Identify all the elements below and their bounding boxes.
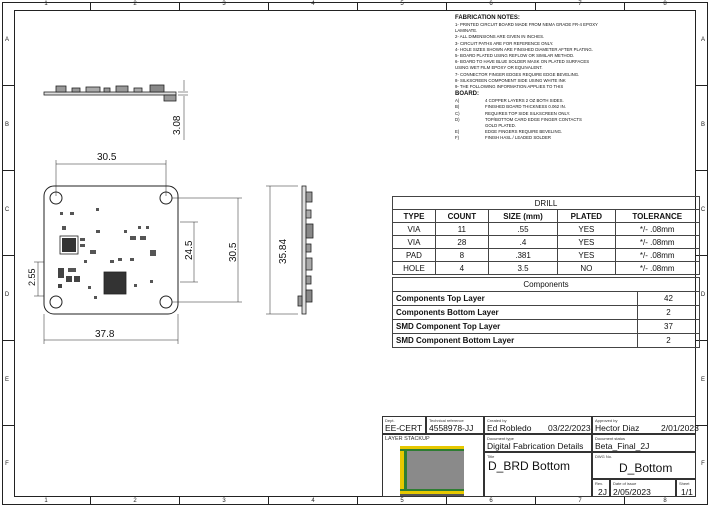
drill-header-type: TYPE <box>393 210 436 223</box>
zone-row-f: F <box>5 461 9 467</box>
board-note-letter: A) <box>455 98 460 104</box>
tb-dwgno-label: DWG No. <box>595 454 613 459</box>
zone-row-c: C <box>4 207 10 213</box>
dim-left-small: 2.55 <box>27 268 37 286</box>
components-value: 2 <box>638 306 700 320</box>
drill-header-count: COUNT <box>435 210 488 223</box>
drill-cell: */- .08mm <box>615 223 700 236</box>
tb-rev-label: Rev. <box>595 481 603 486</box>
tb-dept-value: EE-CERT <box>385 423 423 433</box>
zone-col-5-bottom: 5 <box>400 498 404 504</box>
note-line: 4- HOLE SIZES SHOWN ARE FINISHED DIAMETER AFTER PLATING. <box>455 46 593 52</box>
tb-doctype <box>484 434 592 452</box>
board-top-view <box>44 186 178 314</box>
drill-header-tolerance: TOLERANCE <box>615 210 700 223</box>
dim-width-top: 30.5 <box>97 152 117 163</box>
drill-cell: NO <box>558 262 615 275</box>
tb-docstatus <box>592 434 696 452</box>
zone-row-a: A <box>4 37 9 43</box>
board-notes-title: BOARD: <box>455 91 479 98</box>
tb-techref <box>426 416 484 434</box>
board-note-text: EDGE FINGERS REQUIRE BEVELING. <box>485 129 563 135</box>
tb-sheet-label: Sheet <box>679 481 690 486</box>
tb-approved-by: Hector Diaz <box>595 423 640 433</box>
dim-width-bottom: 37.8 <box>95 329 115 340</box>
tb-doctype-label: Document type <box>487 436 514 441</box>
zone-row-c-right: C <box>700 207 706 213</box>
zone-col-3: 3 <box>222 1 226 7</box>
drill-cell: VIA <box>393 236 436 249</box>
drill-table-caption: DRILL <box>393 197 700 210</box>
board-note-letter: E) <box>455 129 460 135</box>
drill-cell: 8 <box>435 249 488 262</box>
components-value: 42 <box>638 292 700 306</box>
drill-cell: .381 <box>488 249 557 262</box>
components-label: Components Bottom Layer <box>393 306 638 320</box>
table-row <box>393 320 700 334</box>
zone-row-d-right: D <box>700 292 706 298</box>
tb-created-by: Ed Robledo <box>487 423 532 433</box>
drill-cell: YES <box>558 249 615 262</box>
drill-cell: 11 <box>435 223 488 236</box>
tb-created-date: 03/22/2023 <box>548 423 591 433</box>
zone-col-2: 2 <box>133 1 137 7</box>
note-line: 6- BOARD TO HAVE BLUE SOLDER MASK ON PLATED SURFACES <box>455 59 590 65</box>
note-line: 9- THE FOLLOWING INFORMATION APPLIES TO THIS <box>455 84 564 90</box>
board-note-letter: C) <box>455 110 460 116</box>
note-line: 8- SILKSCREEN COMPONENT SIDE USING WHITE INK <box>455 77 566 83</box>
zone-row-b: B <box>4 122 9 128</box>
tb-approved-label: Approved by <box>595 418 618 423</box>
zone-col-5: 5 <box>400 1 404 7</box>
tb-dwgno <box>592 452 696 479</box>
board-note-text: REQUIRES TOP SIDE SILKSCREEN ONLY. <box>485 110 571 116</box>
zone-row-f-right: F <box>701 461 705 467</box>
dim-height-side: 3.08 <box>172 115 183 135</box>
drill-cell: PAD <box>393 249 436 262</box>
fabrication-notes <box>455 14 655 142</box>
note-line: 3- CIRCUIT PATHS ARE FOR REFERENCE ONLY. <box>455 40 554 46</box>
zone-col-8-bottom: 8 <box>663 498 667 504</box>
drill-cell: HOLE <box>393 262 436 275</box>
table-row <box>393 249 700 262</box>
tb-docstatus-value: Beta_Final_2J <box>595 441 650 451</box>
tb-dwgno-value: D_Bottom <box>619 461 673 475</box>
board-note-letter: B) <box>455 104 460 110</box>
note-line: 7- CONNECTOR FINGER EDGES REQUIRE EDGE BEVELING. <box>455 71 580 77</box>
drill-cell: */- .08mm <box>615 236 700 249</box>
zone-row-b-right: B <box>700 122 705 128</box>
board-edge-view-side <box>298 186 313 314</box>
fabrication-notes-title: FABRICATION NOTES: <box>455 15 520 21</box>
tb-title-value: D_BRD Bottom <box>488 459 571 473</box>
zone-col-3-bottom: 3 <box>222 498 226 504</box>
board-note-item <box>455 135 655 141</box>
note-line: LAMINATE. <box>455 28 478 34</box>
components-value: 37 <box>638 320 700 334</box>
drill-cell: YES <box>558 236 615 249</box>
tb-dept-label: Dept. <box>385 418 395 423</box>
board-note-letter: D) <box>455 116 460 122</box>
table-row <box>393 334 700 348</box>
drill-cell: 3.5 <box>488 262 557 275</box>
tb-techref-label: Technical reference <box>429 418 464 423</box>
tb-issue <box>610 479 676 497</box>
tb-doctype-value: Digital Fabrication Details <box>487 441 584 451</box>
dim-side-height: 35.84 <box>278 238 289 264</box>
drill-cell: 28 <box>435 236 488 249</box>
board-note-text: FINISHED BOARD THICKNESS 0.062 IN. <box>485 104 566 110</box>
board-note-text: FINISH HASL / LEADED SOLDER <box>485 135 551 141</box>
tb-rev <box>592 479 610 497</box>
drill-cell: 4 <box>435 262 488 275</box>
drill-cell: */- .08mm <box>615 262 700 275</box>
tb-issue-label: Date of issue <box>613 481 637 486</box>
tb-rev-value: 2J <box>598 487 607 497</box>
components-label: SMD Component Bottom Layer <box>393 334 638 348</box>
zone-col-8: 8 <box>663 1 667 7</box>
dim-inner-height: 24.5 <box>184 240 195 260</box>
tb-approved-date: 2/01/2023 <box>661 423 699 433</box>
tb-dept <box>382 416 426 434</box>
board-note-text: GOLD PLATED. <box>485 123 516 129</box>
components-value: 2 <box>638 334 700 348</box>
drill-cell: VIA <box>393 223 436 236</box>
drill-cell: .4 <box>488 236 557 249</box>
note-line: USING WET FILM EPOXY OR EQUIVALENT. <box>455 65 543 71</box>
tb-title-label: Title <box>487 454 495 459</box>
tb-sheet-value: 1/1 <box>681 487 693 497</box>
drill-cell: .55 <box>488 223 557 236</box>
drill-cell: YES <box>558 223 615 236</box>
components-table-caption: Components <box>393 278 700 292</box>
zone-col-6: 6 <box>489 1 493 7</box>
board-note-text: 4 COPPER LAYERS 2 OZ BOTH SIDES. <box>485 98 564 104</box>
tb-layer-stackup <box>382 434 484 497</box>
note-line: 5- BOARD PLATED USING REFLOW OR SIMILAR METHOD. <box>455 53 575 59</box>
drill-header-size: SIZE (mm) <box>488 210 557 223</box>
tb-title <box>484 452 592 497</box>
zone-row-d: D <box>4 292 10 298</box>
note-line: 2- ALL DIMENSIONS ARE GIVEN IN INCHES. <box>455 34 545 40</box>
table-row <box>393 292 700 306</box>
drill-table <box>392 196 700 275</box>
tb-techref-value: 4558978-JJ <box>429 423 474 433</box>
zone-row-a-right: A <box>700 37 705 43</box>
table-row <box>393 306 700 320</box>
zone-col-7-bottom: 7 <box>578 498 582 504</box>
drill-header-plated: PLATED <box>558 210 615 223</box>
zone-col-1: 1 <box>44 1 48 7</box>
components-label: Components Top Layer <box>393 292 638 306</box>
table-row <box>393 262 700 275</box>
tb-created-label: Created by <box>487 418 507 423</box>
zone-row-e-right: E <box>700 377 705 383</box>
zone-col-1-bottom: 1 <box>44 498 48 504</box>
board-edge-view-top <box>44 80 188 140</box>
zone-col-4: 4 <box>311 1 315 7</box>
board-note-text: TOP/BOTTOM CARD EDGE FINGER CONTACTS <box>485 116 582 122</box>
table-row <box>393 223 700 236</box>
tb-approved <box>592 416 699 434</box>
table-row <box>393 236 700 249</box>
tb-layer-stackup-label: LAYER STACKUP <box>385 436 430 442</box>
tb-created <box>484 416 592 434</box>
components-label: SMD Component Top Layer <box>393 320 638 334</box>
zone-col-7: 7 <box>578 1 582 7</box>
tb-sheet <box>676 479 696 497</box>
zone-row-e: E <box>4 377 9 383</box>
zone-col-6-bottom: 6 <box>489 498 493 504</box>
drill-cell: */- .08mm <box>615 249 700 262</box>
zone-col-2-bottom: 2 <box>133 498 137 504</box>
components-table <box>392 277 700 348</box>
tb-issue-value: 2/05/2023 <box>613 487 651 497</box>
tb-docstatus-label: Document status <box>595 436 626 441</box>
drill-table-header <box>393 210 700 223</box>
zone-col-4-bottom: 4 <box>311 498 315 504</box>
dim-outer-height: 30.5 <box>228 242 239 262</box>
note-line: 1- PRINTED CIRCUIT BOARD MADE FROM NEMA GRADE FR-4 EPOXY <box>455 22 598 27</box>
board-note-letter: F) <box>455 135 460 141</box>
